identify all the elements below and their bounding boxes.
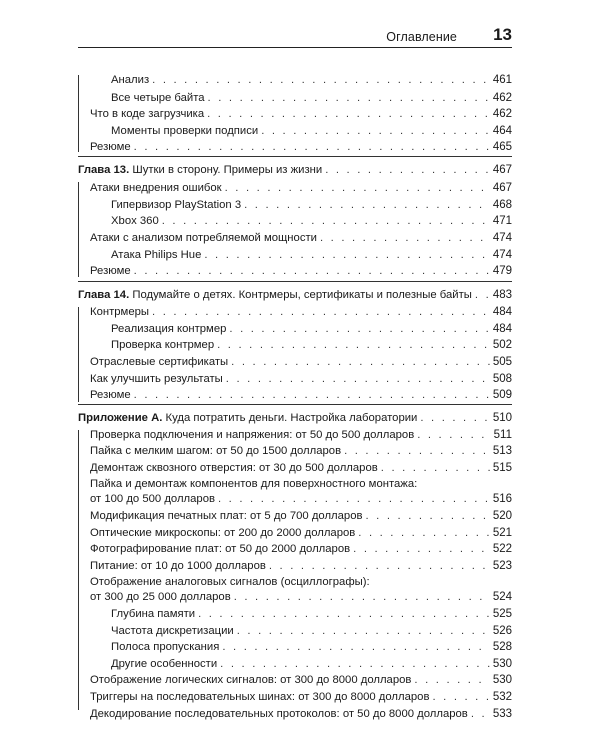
leader-dots (432, 690, 489, 705)
entry-page: 461 (492, 74, 512, 86)
entry-page: 510 (492, 412, 512, 424)
entry-page: 462 (492, 108, 512, 120)
entry-page: 502 (492, 339, 512, 351)
entry-title: Гипервизор PlayStation 3 (111, 199, 242, 211)
leader-dots (234, 590, 490, 605)
entry-page: 530 (492, 674, 512, 686)
entry-page: 484 (492, 323, 512, 335)
toc-entry[interactable] (78, 198, 512, 213)
entry-page: 523 (492, 560, 512, 572)
entry-title: Глава 14. Подумайте о детях. Контрмеры, сертификаты и полезные байты (78, 289, 472, 301)
toc-entry[interactable] (78, 124, 512, 139)
entry-title: Фотографирование плат: от 50 до 2000 долларов (90, 543, 351, 555)
leader-dots (381, 461, 490, 476)
toc-entry[interactable] (78, 338, 512, 353)
entry-page: 524 (492, 591, 512, 603)
leader-dots (229, 322, 489, 337)
entry-title: Как улучшить результаты (90, 373, 223, 385)
chapter-14-heading[interactable] (78, 288, 512, 303)
entry-page: 474 (492, 249, 512, 261)
entry-title: Атака Philips Hue (111, 249, 202, 261)
toc-entry[interactable] (78, 640, 512, 655)
toc-entry[interactable] (78, 559, 512, 574)
leader-dots (237, 624, 490, 639)
page-number: 13 (493, 25, 512, 44)
leader-dots (220, 657, 490, 672)
entry-page: 474 (492, 232, 512, 244)
leader-dots (226, 372, 490, 387)
entry-title: Атаки с анализом потребляемой мощности (90, 232, 317, 244)
section-divider (78, 404, 512, 405)
entry-page: 465 (492, 141, 512, 153)
toc-entry[interactable] (78, 140, 512, 155)
leader-dots (134, 388, 490, 403)
running-header (78, 25, 512, 48)
leader-dots (269, 559, 490, 574)
leader-dots (325, 163, 490, 178)
entry-page: 484 (492, 306, 512, 318)
leader-dots (353, 542, 490, 557)
leader-dots (198, 607, 490, 622)
toc-entry[interactable] (78, 624, 512, 639)
leader-dots (320, 231, 490, 246)
toc-entry[interactable] (78, 355, 512, 370)
leader-dots (471, 707, 490, 722)
entry-page: 513 (492, 445, 512, 457)
entry-page: 516 (492, 493, 512, 505)
entry-page: 464 (492, 125, 512, 137)
entry-title: Приложение А. Куда потратить деньги. Настройка лаборатории (78, 412, 418, 424)
toc-entry[interactable] (78, 492, 512, 507)
entry-title: Xbox 360 (111, 215, 159, 227)
entry-page: 479 (492, 265, 512, 277)
entry-title: Отраслевые сертификаты (90, 356, 229, 368)
entry-page: 511 (493, 429, 512, 441)
entry-page: 533 (492, 708, 512, 720)
entry-title: Моменты проверки подписи (111, 125, 259, 137)
leader-dots (152, 73, 490, 88)
chapter-13-heading[interactable] (78, 163, 512, 178)
toc-entry[interactable] (78, 107, 512, 122)
leader-dots (225, 181, 490, 196)
entry-title: от 300 до 25 000 долларов (90, 591, 231, 603)
toc-entry[interactable] (78, 461, 512, 476)
toc-entry[interactable] (78, 214, 512, 229)
entry-page: 505 (492, 356, 512, 368)
toc-entry[interactable] (78, 590, 512, 605)
leader-dots (344, 444, 490, 459)
leader-dots (231, 355, 490, 370)
leader-dots (222, 640, 489, 655)
toc-entry[interactable] (78, 673, 512, 688)
toc-entry[interactable] (78, 690, 512, 705)
entry-page: 468 (492, 199, 512, 211)
toc-entry-line[interactable]: Пайка и демонтаж компонентов для поверхностного монтажа: (90, 478, 418, 490)
entry-title: Атаки внедрения ошибок (90, 182, 222, 194)
entry-title: Оптические микроскопы: от 200 до 2000 долларов (90, 527, 356, 539)
toc-entry[interactable] (78, 322, 512, 337)
entry-title: Отображение логических сигналов: от 300 до 8000 долларов (90, 674, 412, 686)
entry-title: Другие особенности (111, 658, 218, 670)
entry-title: Триггеры на последовательных шинах: от 300 до 8000 долларов (90, 691, 430, 703)
toc-entry[interactable] (78, 73, 512, 88)
entry-title: Полоса пропускания (111, 641, 220, 653)
leader-dots (358, 526, 490, 541)
toc-entry[interactable] (78, 526, 512, 541)
toc-entry[interactable] (78, 428, 512, 443)
entry-page: 471 (492, 215, 512, 227)
entry-title: Контрмеры (90, 306, 150, 318)
leader-dots (414, 673, 489, 688)
entry-page: 532 (492, 691, 512, 703)
entry-page: 520 (492, 510, 512, 522)
entry-title: Пайка с мелким шагом: от 50 до 1500 долларов (90, 445, 342, 457)
entry-page: 522 (492, 543, 512, 555)
section-divider (78, 281, 512, 282)
appendix-a-heading[interactable] (78, 411, 512, 426)
toc-entry[interactable] (78, 264, 512, 279)
entry-title: Анализ (111, 74, 150, 86)
leader-dots (475, 288, 490, 303)
leader-dots (207, 107, 490, 122)
leader-dots (261, 124, 490, 139)
entry-page: 462 (492, 92, 512, 104)
toc-entry[interactable] (78, 372, 512, 387)
entry-page: 467 (492, 182, 512, 194)
toc-entry[interactable] (78, 657, 512, 672)
entry-page: 525 (492, 608, 512, 620)
entry-title: Резюме (90, 389, 131, 401)
entry-page: 467 (492, 164, 512, 176)
entry-title: Декодирование последовательных протоколов: от 50 до 8000 долларов (90, 708, 468, 720)
entry-title: Питание: от 10 до 1000 долларов (90, 560, 266, 572)
leader-dots (208, 91, 490, 106)
entry-page: 515 (492, 462, 512, 474)
toc-entry[interactable] (78, 607, 512, 622)
entry-title: Глава 13. Шутки в сторону. Примеры из жизни (78, 164, 323, 176)
toc-entry[interactable] (78, 542, 512, 557)
toc-entry[interactable] (78, 388, 512, 403)
leader-dots (417, 428, 490, 443)
leader-dots (365, 509, 489, 524)
toc-entry[interactable] (78, 509, 512, 524)
leader-dots (134, 264, 490, 279)
toc-entry[interactable] (78, 181, 512, 196)
leader-dots (244, 198, 490, 213)
leader-dots (162, 214, 490, 229)
toc-entry[interactable] (78, 231, 512, 246)
running-header-title: Оглавление (386, 30, 457, 44)
entry-page: 521 (492, 527, 512, 539)
entry-page: 483 (492, 289, 512, 301)
entry-title: Что в коде загрузчика (90, 108, 205, 120)
entry-title: Проверка подключения и напряжения: от 50 до 500 долларов (90, 429, 415, 441)
entry-title: Частота дискретизации (111, 625, 234, 637)
toc-entry[interactable] (78, 91, 512, 106)
entry-page: 530 (492, 658, 512, 670)
entry-title: Резюме (90, 265, 131, 277)
leader-dots (218, 492, 490, 507)
section-divider (78, 156, 512, 157)
entry-title: Проверка контрмер (111, 339, 215, 351)
toc-entry[interactable] (78, 707, 512, 722)
leader-dots (204, 248, 489, 263)
entry-title: Резюме (90, 141, 131, 153)
leader-dots (134, 140, 490, 155)
toc-entry[interactable] (78, 248, 512, 263)
entry-page: 509 (492, 389, 512, 401)
entry-title: Глубина памяти (111, 608, 196, 620)
entry-title: Модификация печатных плат: от 5 до 700 долларов (90, 510, 363, 522)
entry-page: 528 (492, 641, 512, 653)
leader-dots (152, 305, 490, 320)
entry-page: 508 (492, 373, 512, 385)
entry-title: от 100 до 500 долларов (90, 493, 215, 505)
toc-entry[interactable] (78, 305, 512, 320)
leader-dots (217, 338, 490, 353)
toc-entry-line[interactable]: Отображение аналоговых сигналов (осциллографы): (90, 576, 370, 588)
entry-page: 526 (492, 625, 512, 637)
entry-title: Реализация контрмер (111, 323, 227, 335)
entry-title: Все четыре байта (111, 92, 205, 104)
toc-entry[interactable] (78, 444, 512, 459)
leader-dots (420, 411, 489, 426)
entry-title: Демонтаж сквозного отверстия: от 30 до 500 долларов (90, 462, 378, 474)
